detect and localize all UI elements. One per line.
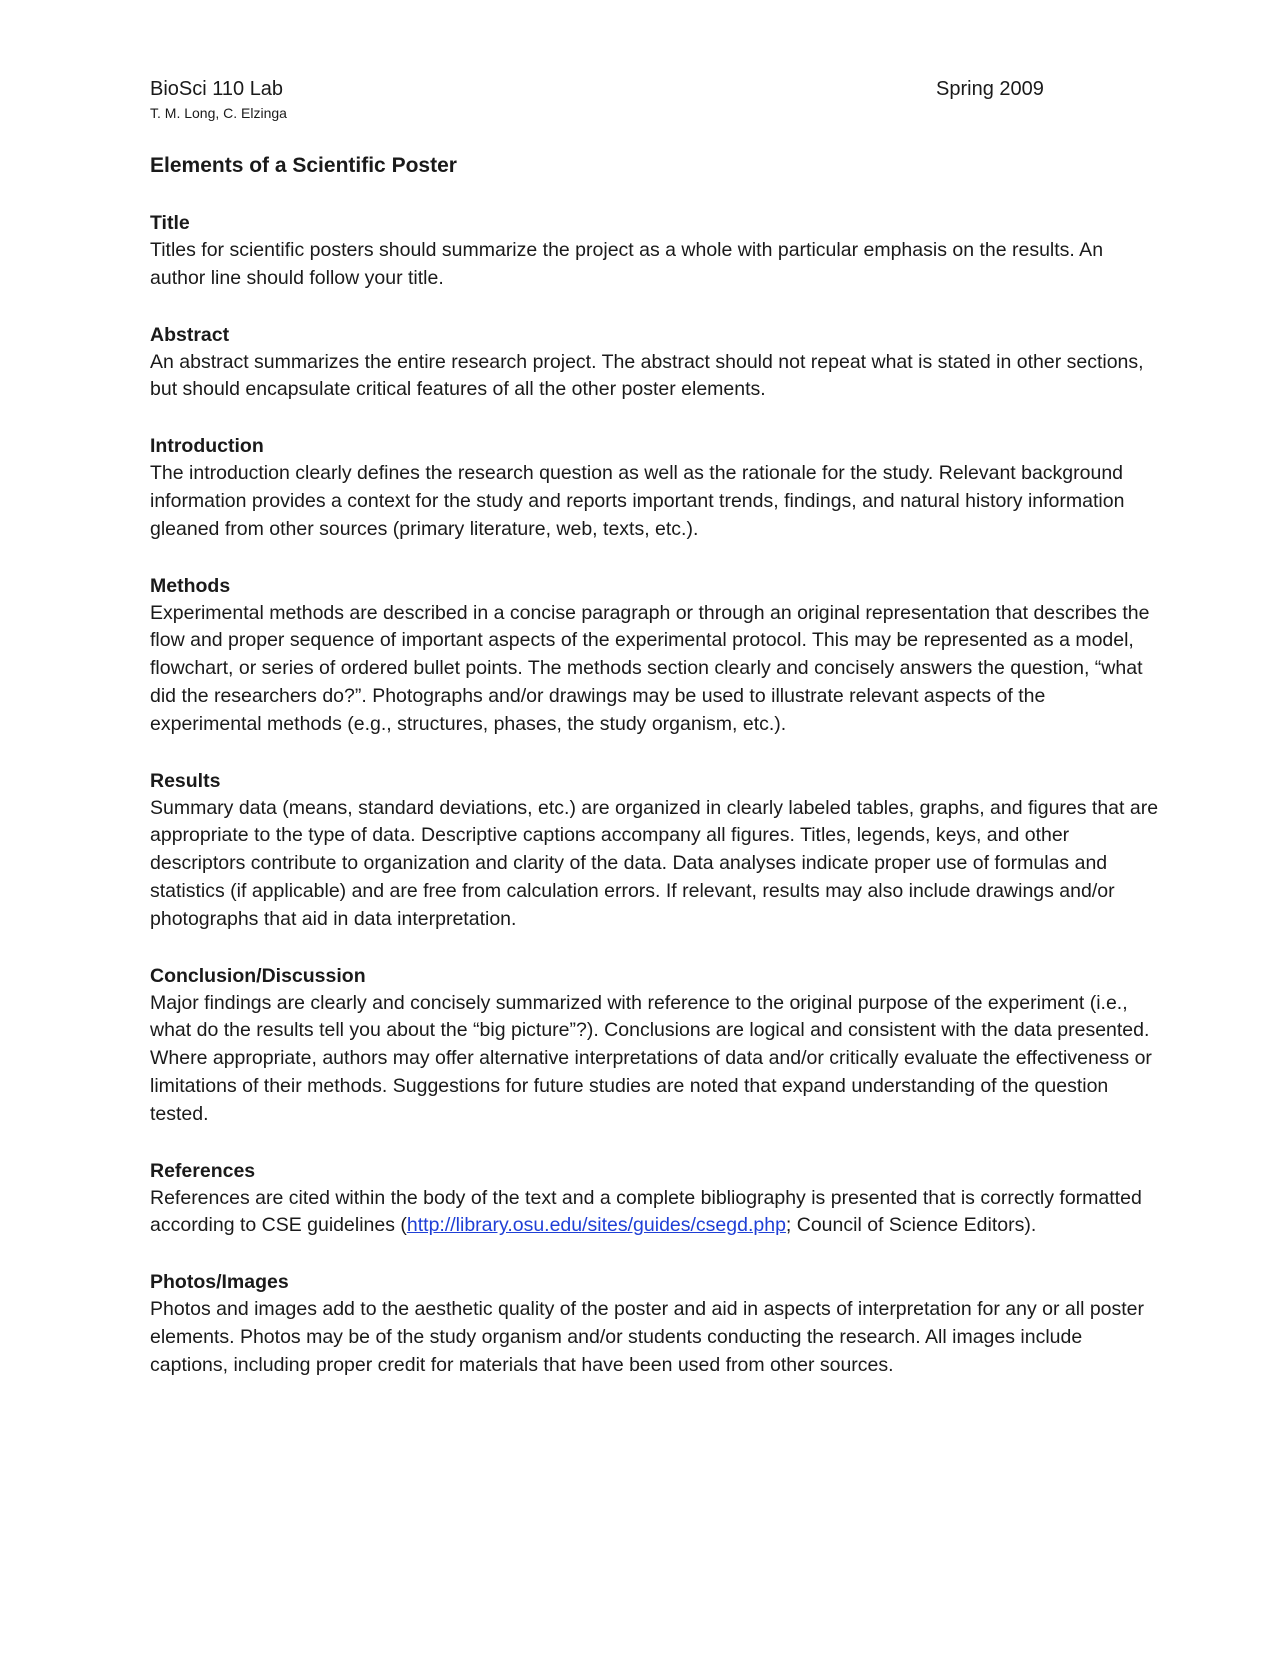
term-label: Spring 2009 [936,78,1044,100]
cse-guidelines-link[interactable]: http://library.osu.edu/sites/guides/csegd.php [406,1214,786,1237]
author-line: T. M. Long, C. Elzinga [150,105,287,121]
section-title [150,209,1160,293]
section-body: An abstract summarizes the entire research project. The abstract should not repeat what is stated in other sections, but should encapsulate critical features of all the other poster elements. [150,350,1144,401]
section-heading: Results [150,769,221,792]
section-results [150,767,1160,934]
section-body: Summary data (means, standard deviations, etc.) are organized in clearly labeled tables, graphs, and figures that are appropriate to the type of data. Descriptive captions accompany all figures. Titles, legends, keys, and other descriptors contribute to organization and clarity of the data. Data analyses indicate proper use of formulas and statistics (if applicable) and are free from calculation errors. If relevant, results may also include drawings and/or photographs that aid in data interpretation. [150,796,1159,930]
section-references [150,1157,1160,1241]
section-body: Photos and images add to the aesthetic quality of the poster and aid in aspects of interpretation for any or all poster elements. Photos may be of the study organism and/or students conducting the research. All images include captions, including proper credit for materials that have been used from other sources. [150,1298,1145,1376]
section-heading: Photos/Images [150,1271,289,1294]
section-introduction [150,432,1160,543]
section-heading: Conclusion/Discussion [150,964,366,987]
section-heading: Introduction [150,435,264,458]
document-title: Elements of a Scientific Poster [150,154,457,177]
references-text-before: References are cited within the body of the text and a complete bibliography is presented that is correctly formatted according to CSE guidelines ( [150,1186,1142,1237]
section-body [150,1185,1160,1241]
section-body: Experimental methods are described in a concise paragraph or through an original representation that describes the flow and proper sequence of important aspects of the experimental protocol. This may be represented as a model, flowchart, or series of ordered bullet points. The methods section clearly and concisely answers the question, “what did the researchers do?”. Photographs and/or drawings may be used to illustrate relevant aspects of the experimental methods (e.g., structures, phases, the study organism, etc.). [150,601,1150,735]
section-body: Major findings are clearly and concisely summarized with reference to the original purpose of the experiment (i.e., what do the results tell you about the “big picture”?). Conclusions are logical and consistent with the data presented. Where appropriate, authors may offer alternative interpretations of data and/or critically evaluate the effectiveness or limitations of their methods. Suggestions for future studies are noted that expand understanding of the question tested. [150,991,1152,1125]
section-abstract [150,321,1160,405]
section-heading: Abstract [150,323,230,346]
section-heading: Methods [150,574,231,597]
section-heading: Title [150,212,190,234]
section-conclusion [150,962,1160,1129]
section-methods [150,572,1160,739]
sections-container [150,209,1160,1408]
section-photos [150,1268,1160,1379]
section-body: Titles for scientific posters should summarize the project as a whole with particular emphasis on the results. An author line should follow your title. [150,239,1104,289]
section-heading: References [150,1159,256,1182]
course-name: BioSci 110 Lab [150,78,284,100]
references-text-after: ; Council of Science Editors). [785,1214,1037,1237]
header-left [150,76,287,122]
section-body: The introduction clearly defines the research question as well as the rationale for the study. Relevant background information provides a context for the study and reports important trends, findings, and natural history information gleaned from other sources (primary literature, web, texts, etc.). [150,462,1125,540]
